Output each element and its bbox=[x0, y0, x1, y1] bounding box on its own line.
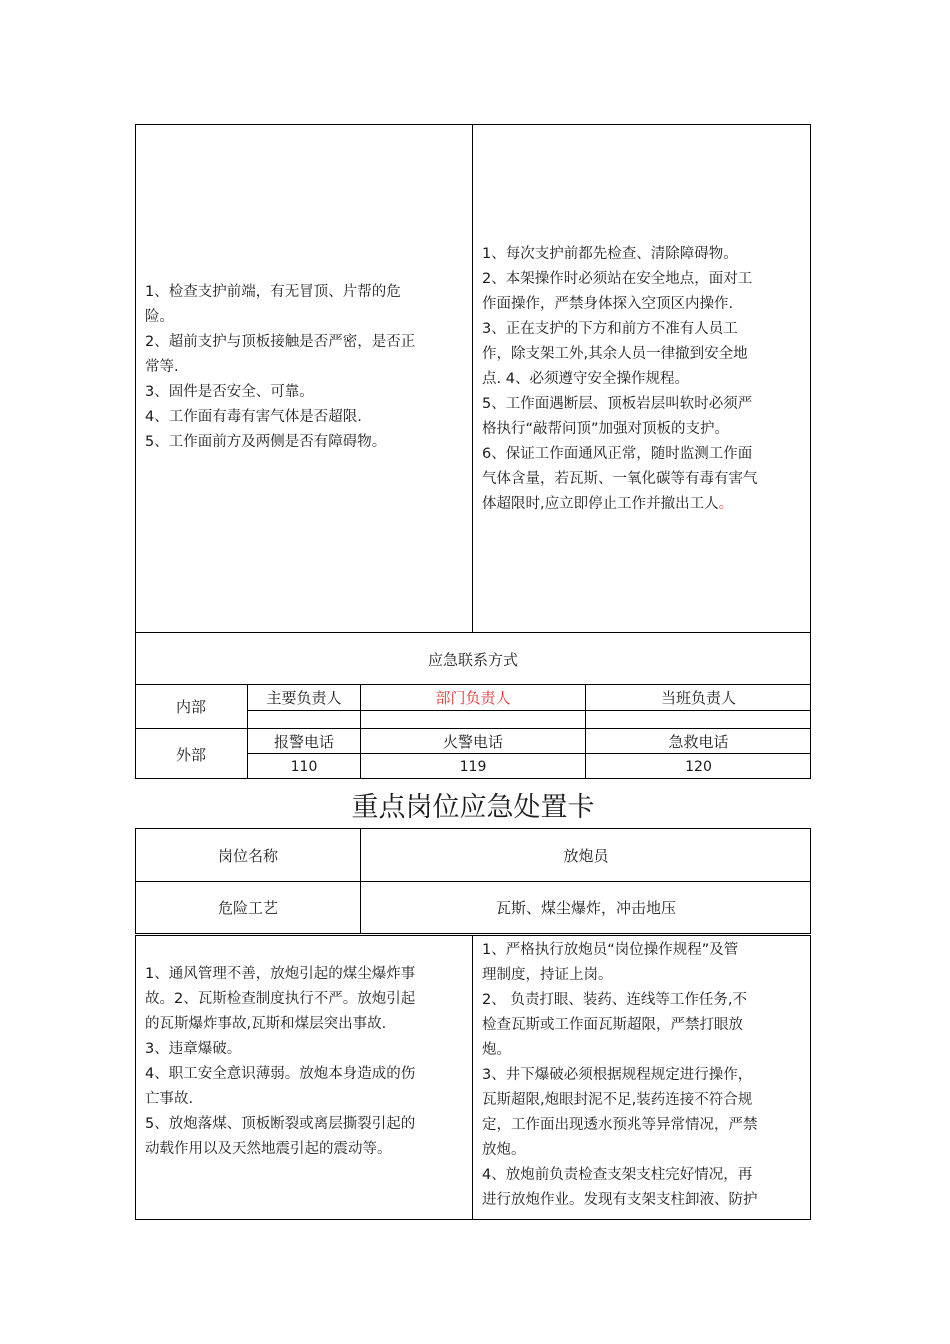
post-name-label: 岗位名称 bbox=[217, 846, 278, 865]
list-item: 的瓦斯爆炸事故,瓦斯和煤层突出事故. bbox=[145, 1016, 387, 1032]
list-item: 1、每次支护前都先检查、清除障碍物。 bbox=[482, 246, 738, 262]
fire-phone-number: 119 bbox=[459, 758, 487, 775]
list-item: 放炮。 bbox=[482, 1142, 526, 1158]
list-item: 检查瓦斯或工作面瓦斯超限，严禁打眼放 bbox=[482, 1017, 743, 1033]
internal-label: 内部 bbox=[175, 698, 206, 716]
list-item: 瓦斯超限,炮眼封泥不足,装药连接不符合规 bbox=[482, 1092, 753, 1108]
list-item: 定，工作面出现透水预兆等异常情况，严禁 bbox=[482, 1117, 758, 1133]
list-item: 3、井下爆破必须根据规程规定进行操作， bbox=[482, 1067, 753, 1083]
list-item: 1、检查支护前端，有无冒顶、片帮的危 bbox=[145, 284, 401, 300]
list-item: 4、放炮前负责检查支架支柱完好情况，再 bbox=[482, 1167, 753, 1183]
list-item: 2、超前支护与顶板接触是否严密，是否正 bbox=[145, 334, 416, 350]
alarm-phone-label: 报警电话 bbox=[273, 732, 334, 751]
list-item: 2、 负责打眼、装药、连线等工作任务,不 bbox=[482, 992, 747, 1008]
hazard-process-label: 危险工艺 bbox=[217, 899, 278, 917]
list-item: 5、工作面遇断层、顶板岩层叫软时必须严 bbox=[482, 396, 753, 412]
card2-title: 重点岗位应急处置卡 bbox=[351, 792, 595, 823]
contact-heading: 应急联系方式 bbox=[427, 650, 518, 669]
list-item: 格执行“敲帮问顶”加强对顶板的支护。 bbox=[482, 421, 730, 437]
list-item: 1、通风管理不善，放炮引起的煤尘爆炸事 bbox=[145, 966, 416, 982]
role-dept-head: 部门负责人 bbox=[435, 689, 511, 707]
list-item: 4、工作面有毒有害气体是否超限. bbox=[145, 409, 362, 425]
fire-phone-label: 火警电话 bbox=[442, 732, 503, 751]
card2-hazard-list bbox=[145, 962, 467, 1162]
role-shift-head: 当班负责人 bbox=[660, 689, 736, 707]
ambulance-phone-label: 急救电话 bbox=[668, 732, 729, 751]
list-item: 1、严格执行放炮员“岗位操作规程”及管 bbox=[482, 942, 739, 958]
contact-row-line-1 bbox=[247, 710, 811, 711]
list-item: 3、固件是否安全、可靠。 bbox=[145, 384, 314, 400]
red-period-mark: 。 bbox=[718, 496, 734, 512]
list-item: 故。2、瓦斯检查制度执行不严。放炮引起 bbox=[145, 991, 416, 1007]
list-item: 动载作用以及天然地震引起的震动等。 bbox=[145, 1141, 392, 1157]
list-item: 炮。 bbox=[482, 1042, 511, 1058]
list-item: 点. 4、必须遵守安全操作规程。 bbox=[482, 371, 689, 387]
list-item: 进行放炮作业。发现有支架支柱卸液、防护 bbox=[482, 1192, 758, 1208]
list-item: 作，除支架工外,其余人员一律撤到安全地 bbox=[482, 346, 748, 362]
list-item: 2、本架操作时必须站在安全地点，面对工 bbox=[482, 271, 753, 287]
list-item: 5、放炮落煤、顶板断裂或离层撕裂引起的 bbox=[145, 1116, 416, 1132]
card1-measure-list bbox=[482, 242, 808, 517]
alarm-phone-number: 110 bbox=[290, 758, 318, 775]
card1-hazard-list bbox=[145, 280, 465, 455]
list-item: 理制度，持证上岗。 bbox=[482, 967, 613, 983]
list-item: 4、职工安全意识薄弱。放炮本身造成的伤 bbox=[145, 1066, 416, 1082]
card2-measure-list bbox=[482, 938, 808, 1213]
list-item: 险。 bbox=[145, 309, 174, 325]
ambulance-phone-number: 120 bbox=[685, 758, 712, 775]
list-item: 作面操作，严禁身体探入空顶区内操作. bbox=[482, 296, 734, 312]
list-item: 5、工作面前方及两侧是否有障碍物。 bbox=[145, 434, 387, 450]
list-item: 亡事故. bbox=[145, 1091, 194, 1107]
card1-column-divider bbox=[472, 124, 473, 633]
external-label: 外部 bbox=[175, 745, 206, 764]
card2-detail-col-line bbox=[472, 935, 473, 1220]
post-name-value: 放炮员 bbox=[563, 846, 609, 865]
list-item: 6、保证工作面通风正常，随时监测工作面 bbox=[482, 446, 753, 462]
list-item: 体超限时,应立即停止工作并撤出工人。 bbox=[482, 496, 734, 512]
list-item: 常等. bbox=[145, 359, 179, 375]
list-item: 3、正在支护的下方和前方不准有人员工 bbox=[482, 321, 738, 337]
list-item: 气体含量，若瓦斯、一氧化碳等有毒有害气 bbox=[482, 471, 758, 487]
list-item: 3、违章爆破。 bbox=[145, 1041, 242, 1057]
role-main-head: 主要负责人 bbox=[266, 689, 342, 707]
hazard-process-value: 瓦斯、煤尘爆炸，冲击地压 bbox=[495, 899, 676, 917]
